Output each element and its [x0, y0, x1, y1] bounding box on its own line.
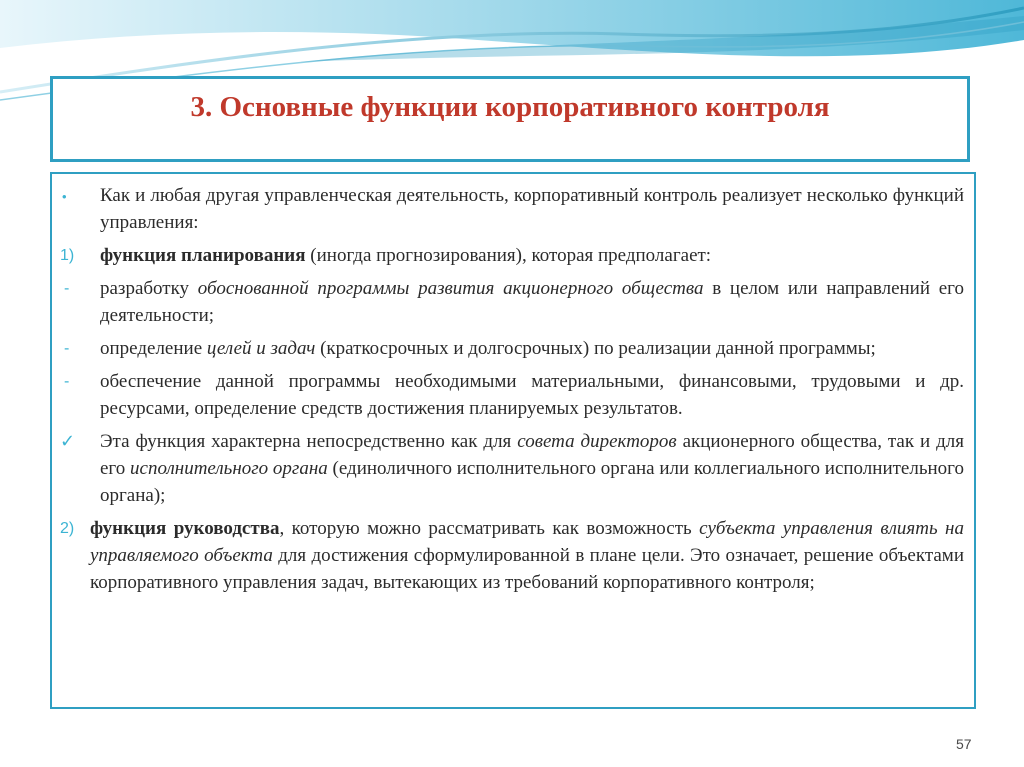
page-number: 57 [956, 736, 972, 752]
function-2-italic: субъекта управления влиять на управляемого объекта [90, 518, 964, 566]
dash-marker: - [64, 280, 70, 297]
support-text: обеспечение данной программы необходимыми материальными, финансовыми, трудовыми и др. ресурсами, определение средств достижения планируемых результатов. [100, 371, 964, 419]
char-italic-1: совета директоров [517, 431, 677, 452]
function-2-post: для достижения сформулированной в плане цели. Это означает, решение объектами корпоративного управления задач, вытекающих из требований корпоративного контроля; [90, 545, 964, 593]
bullet-marker: • [62, 189, 67, 204]
content-box [50, 172, 976, 709]
development-italic: обоснованной программы развития акционерного общества [197, 278, 704, 299]
number-marker: 2) [60, 520, 75, 537]
list-item-function-1 [52, 242, 974, 269]
char-pre: Эта функция характерна непосредственно как для [100, 431, 518, 452]
function-2-pre: , которую можно рассматривать как возможность [279, 518, 700, 539]
list-item-function-2 [52, 515, 974, 596]
intro-text: Как и любая другая управленческая деятельность, корпоративный контроль реализует несколько функций управления: [100, 185, 964, 233]
char-post: (единоличного исполнительного органа или коллегиального исполнительного органа); [100, 458, 964, 506]
dash-marker: - [64, 373, 70, 390]
title-box [50, 76, 970, 162]
content-text [52, 182, 974, 602]
list-item-development [52, 275, 974, 329]
function-2-title: функция руководства [90, 518, 280, 539]
list-item-support [52, 368, 974, 422]
check-icon: ✓ [60, 431, 76, 451]
list-item-goals [52, 335, 974, 362]
dash-marker: - [64, 340, 70, 357]
list-item-intro [52, 182, 974, 236]
function-1-text: (иногда прогнозирования), которая предполагает: [305, 245, 712, 266]
page-title: 3. Основные функции корпоративного контроля [190, 91, 830, 123]
function-1-title: функция планирования [100, 245, 306, 266]
char-italic-2: исполнительного органа [130, 458, 328, 479]
development-post: в целом или направлений его деятельности; [100, 278, 964, 326]
goals-pre: определение [100, 338, 207, 359]
number-marker: 1) [60, 247, 75, 264]
goals-italic: целей и задач [206, 338, 316, 359]
development-pre: разработку [100, 278, 198, 299]
list-item-characteristic [52, 428, 974, 509]
goals-post: (краткосрочных и долгосрочных) по реализации данной программы; [315, 338, 876, 359]
char-mid: акционерного общества, так и для его [100, 431, 965, 479]
